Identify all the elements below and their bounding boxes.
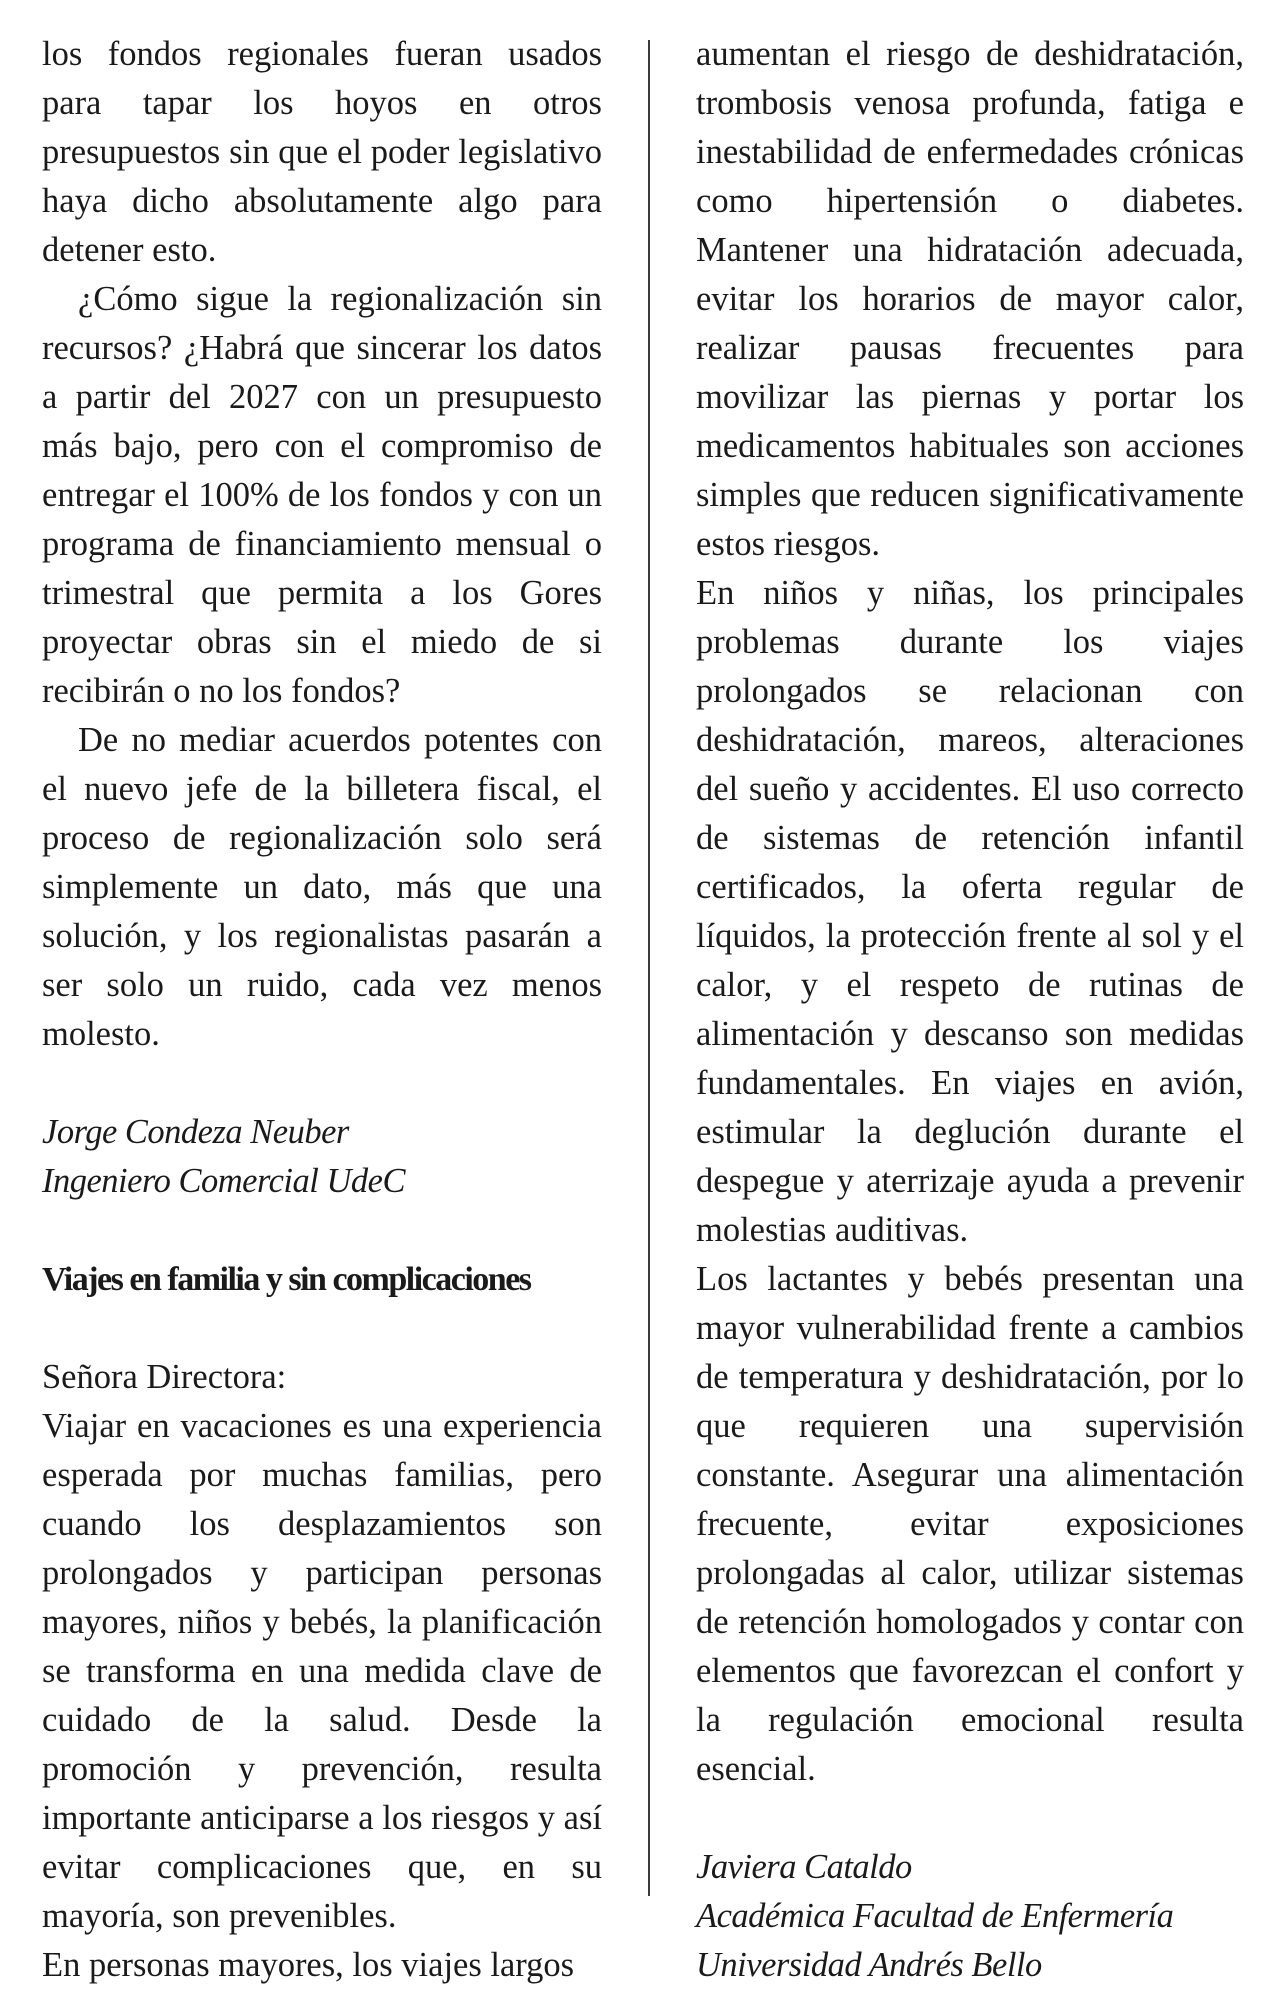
- author2-name: Javiera Cataldo: [696, 1848, 912, 1886]
- author1-name: Jorge Condeza Neuber: [42, 1113, 349, 1151]
- letter2-paragraph-children: En niños y niñas, los principales problemas durante los viajes prolongados se relacionan con deshidratación, mareos, alteraciones del sueño y accidentes. El uso correcto de sistemas de retención infantil certificados, la oferta regular de líquidos, la protección frente al sol y el calor, y el respeto de rutinas de alimentación y descanso son medidas fundamentales. En viajes en avión, estimular la deglución durante el despegue y aterrizaje ayuda a prevenir molestias auditivas.: [696, 574, 1244, 1249]
- letter2-paragraph-elderly-start: En personas mayores, los viajes largos: [42, 1946, 575, 1984]
- spacer: [42, 1206, 602, 1255]
- letter2-headline: Viajes en familia y sin complicaciones: [42, 1261, 531, 1298]
- right-column: [696, 30, 1244, 1990]
- author2-affiliation: Universidad Andrés Bello: [696, 1946, 1042, 1984]
- left-column: [42, 30, 602, 1990]
- spacer: [696, 1794, 1244, 1843]
- column-divider: [648, 40, 650, 1896]
- letter2-salutation: Señora Directora:: [42, 1358, 287, 1396]
- letter2-paragraph-elderly-end: aumentan el riesgo de deshidratación, trombosis venosa profunda, fatiga e inestabilidad de enfermedades crónicas como hipertensión o diabetes. Mantener una hidratación adecuada, evitar los horarios de mayor calor, realizar pausas frecuentes para movilizar las piernas y portar los medicamentos habituales son acciones simples que reducen significativamente estos riesgos.: [696, 35, 1244, 563]
- letter1-paragraph-conclusion: De no mediar acuerdos potentes con el nuevo jefe de la billetera fiscal, el proceso de regionalización solo será simplemente un dato, más que una solución, y los regionalistas pasarán a ser solo un ruido, cada vez menos molesto.: [42, 721, 602, 1053]
- author1-title: Ingeniero Comercial UdeC: [42, 1162, 405, 1200]
- spacer: [42, 1059, 602, 1108]
- letter2-paragraph-infants: Los lactantes y bebés presentan una mayor vulnerabilidad frente a cambios de temperatura y deshidratación, por lo que requieren una supervisión constante. Asegurar una alimentación frecuente, evitar exposiciones prolongadas al calor, utilizar sistemas de retención homologados y contar con elementos que favorezcan el confort y la regulación emocional resulta esencial.: [696, 1260, 1244, 1788]
- letter1-paragraph-end: los fondos regionales fueran usados para tapar los hoyos en otros presupuestos sin que el poder legislativo haya dicho absolutamente algo para detener esto.: [42, 35, 602, 269]
- spacer: [42, 1304, 602, 1353]
- letter2-paragraph-intro: Viajar en vacaciones es una experiencia esperada por muchas familias, pero cuando los desplazamientos son prolongados y participan personas mayores, niños y bebés, la planificación se transforma en una medida clave de cuidado de la salud. Desde la promoción y prevención, resulta importante anticiparse a los riesgos y así evitar complicaciones que, en su mayoría, son prevenibles.: [42, 1407, 602, 1935]
- author2-title: Académica Facultad de Enfermería: [696, 1897, 1174, 1935]
- letter1-paragraph-questions: ¿Cómo sigue la regionalización sin recursos? ¿Habrá que sincerar los datos a partir del 2027 con un presupuesto más bajo, pero con el compromiso de entregar el 100% de los fondos y con un programa de financiamiento mensual o trimestral que permita a los Gores proyectar obras sin el miedo de si recibirán o no los fondos?: [42, 280, 602, 710]
